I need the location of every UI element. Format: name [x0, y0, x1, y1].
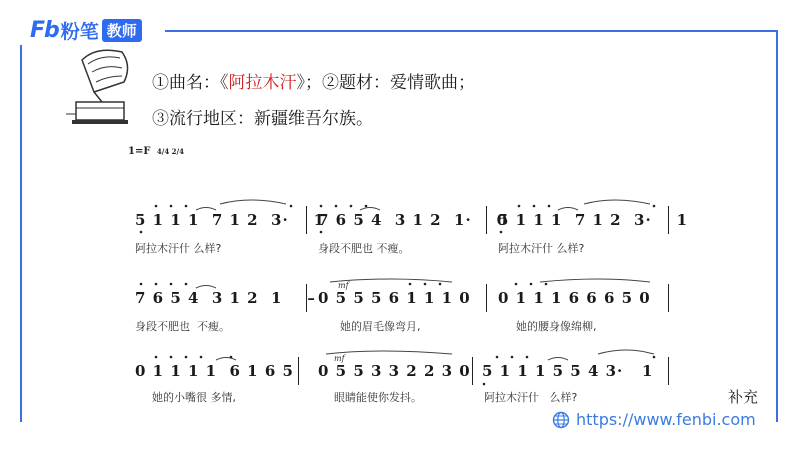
key-label: 1=F [128, 146, 151, 157]
info-prefix: ①曲名：《 [152, 73, 229, 93]
notes-r1-m3: 5 1 1 1 7 1 2 3· 1 [498, 211, 689, 229]
slur [548, 358, 568, 361]
notes-r1-m2: 7 6 5 4 3 1 2 1· 0 [318, 211, 509, 229]
lyrics-r3-m1: 她的小嘴很 多情, [152, 391, 236, 404]
slur [598, 350, 654, 354]
globe-icon [552, 411, 570, 429]
lyrics-r3-m2: 眼睛能使你发抖。 [334, 391, 422, 404]
info-line-2: ③流行地区：新疆维吾尔族。 [152, 109, 373, 129]
dynamic-mark: mf [338, 281, 349, 290]
notes-r3-m3: 5 1 1 1 5 5 4 3· 1 [482, 362, 654, 380]
notes-r3-m2: 0 5 5 3 3 2 2 3 0 [318, 362, 471, 380]
logo-badge: 教师 [102, 19, 142, 42]
slur [584, 200, 650, 204]
logo-mark: Fb [30, 17, 59, 43]
website-link[interactable] [552, 410, 756, 429]
dynamic-mark-2: mf [334, 354, 345, 363]
notes-r3-m1: 0 1 1 1 1 6 1 6 5 [135, 362, 294, 380]
notes-r1-m1: 5 1 1 1 7 1 2 3· 1 [135, 211, 326, 229]
notes-r2-m1: 7 6 5 4 3 1 2 1 – [135, 289, 316, 307]
song-title: 阿拉木汗 [228, 73, 297, 93]
logo-name: 粉笔 [60, 20, 99, 43]
lyrics-r1-m1: 阿拉木汗什 么样? [135, 242, 222, 255]
lyrics-r3-m3: 阿拉木汗什 么样? [484, 391, 578, 404]
time-signature: 4/4 2/4 [156, 147, 184, 156]
supplement-label: 补充 [728, 388, 759, 406]
slur [196, 286, 216, 289]
lyrics-r2-m3: 她的腰身像绵柳, [516, 320, 597, 333]
slur [326, 351, 452, 354]
slur [360, 208, 380, 211]
lyrics-r2-m1: 身段不肥也 不瘦。 [135, 320, 230, 333]
slur [196, 208, 216, 211]
slur [540, 279, 650, 282]
lyrics-r1-m3: 阿拉木汗什 么样? [498, 242, 585, 255]
slur [220, 200, 286, 204]
slur [216, 358, 236, 361]
slur [558, 208, 578, 211]
lyrics-r2-m2: 她的眉毛像弯月, [340, 320, 421, 333]
notes-r2-m2: 0 5 5 5 6 1 1 1 0 [318, 289, 471, 307]
lyrics-r1-m2: 身段不肥也 不瘦。 [318, 242, 410, 255]
notes-r2-m3: 0 1 1 1 6 6 6 5 0 [498, 289, 651, 307]
website-url: https://www.fenbi.com [576, 410, 756, 429]
slur [330, 279, 452, 282]
info-suffix: 》；②题材：爱情歌曲； [296, 73, 475, 93]
